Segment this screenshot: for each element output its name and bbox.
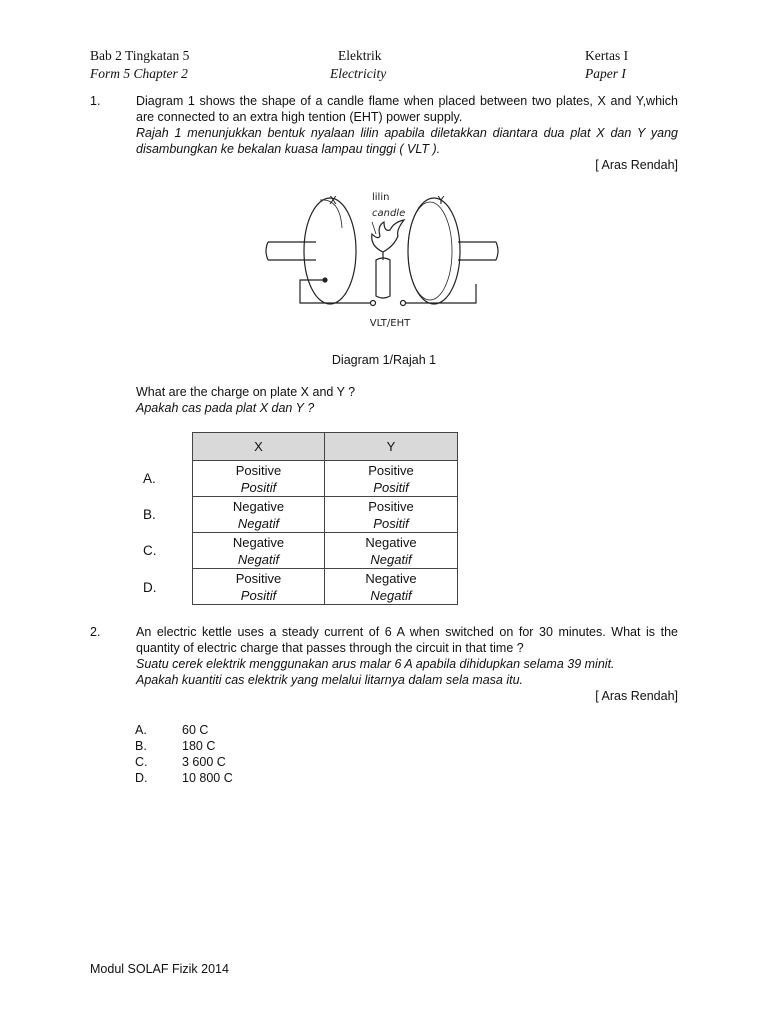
- question-1-number: 1.: [90, 94, 101, 108]
- option-label-d: D.: [143, 580, 157, 595]
- header-row-2: [90, 66, 635, 82]
- cell-text-ms: Negatif: [370, 587, 412, 603]
- question-1: [90, 93, 680, 183]
- cell-text-ms: Positif: [240, 587, 277, 603]
- question-1-text-ms: Rajah 1 menunjukkan bentuk nyalaan lilin apabila diletakkan diantara dua plat X dan Y yang disambungkan ke bekalan kuasa lampau tinggi ( VLT ).: [136, 126, 678, 156]
- table-cell-x: [193, 533, 325, 569]
- terminal-left: [371, 301, 376, 306]
- header-chapter-en: Form 5 Chapter 2: [90, 66, 188, 81]
- option-letter: C.: [135, 755, 148, 769]
- cell-text-ms: Positif: [240, 479, 277, 495]
- header-paper-ms: Kertas I: [585, 48, 629, 63]
- label-plate-x: X: [329, 194, 337, 207]
- cell-text-en: Negative: [365, 570, 417, 586]
- header-paper-en: Paper I: [585, 66, 626, 81]
- option-letter: D.: [135, 771, 148, 785]
- table-cell-y: [325, 497, 458, 533]
- question-2-level: [ Aras Rendah]: [595, 689, 678, 703]
- label-lilin: lilin: [372, 192, 390, 203]
- question-1-text-en: Diagram 1 shows the shape of a candle flame when placed between two plates, X and Y,which are connected to an extra high tention (EHT) power supply.: [136, 94, 678, 124]
- cell-text-ms: Positif: [373, 479, 409, 495]
- option-value: 10 800 C: [182, 771, 233, 785]
- answer-table-header-y: Y: [325, 433, 458, 461]
- cell-text-ms: Negatif: [237, 551, 280, 567]
- answer-table-header-x: X: [193, 433, 325, 461]
- table-row: [193, 569, 458, 605]
- option-letter: A.: [135, 723, 147, 737]
- question-1-prompt: [136, 384, 355, 416]
- footer-text: Modul SOLAF Fizik 2014: [90, 962, 229, 976]
- option-label-b: B.: [143, 507, 156, 522]
- cell-text-en: Positive: [235, 462, 282, 478]
- header-topic-en: Electricity: [330, 66, 387, 81]
- question-2-text-en: An electric kettle uses a steady current of 6 A when switched on for 30 minutes. What is the quantity of electric charge that passes through the circuit in that time ?: [136, 625, 678, 655]
- option-value: 180 C: [182, 739, 216, 753]
- header-chapter-ms: Bab 2 Tingkatan 5: [90, 48, 190, 63]
- answer-table: [192, 432, 458, 605]
- table-cell-y: [325, 461, 458, 497]
- plate-x: [304, 198, 356, 304]
- cell-text-ms: Positif: [373, 515, 409, 531]
- left-rod: [266, 242, 316, 260]
- table-cell-x: [193, 569, 325, 605]
- diagram-caption: Diagram 1/Rajah 1: [331, 353, 437, 367]
- option-value: 3 600 C: [182, 755, 226, 769]
- answer-table-header: [193, 433, 458, 461]
- table-cell-y: [325, 569, 458, 605]
- table-cell-x: [193, 497, 325, 533]
- terminal-right: [401, 301, 406, 306]
- cell-text-en: Positive: [235, 570, 282, 586]
- wire-left: [300, 280, 370, 303]
- cell-text-en: Positive: [368, 462, 414, 478]
- cell-text-en: Negative: [232, 498, 285, 514]
- option-label-c: C.: [143, 543, 157, 558]
- option-letter: B.: [135, 739, 147, 753]
- cell-text-ms: Negatif: [237, 515, 280, 531]
- right-rod: [458, 242, 498, 260]
- table-row: [193, 533, 458, 569]
- table-cell-x: [193, 461, 325, 497]
- cell-text-en: Negative: [365, 534, 417, 550]
- header-topic-ms: Elektrik: [338, 48, 382, 63]
- list-item: [135, 770, 233, 786]
- question-2-text-ms-2: Apakah kuantiti cas elektrik yang melalui litarnya dalam sela masa itu.: [136, 673, 523, 687]
- option-value: 60 C: [182, 723, 209, 737]
- label-candle: candle: [372, 208, 406, 219]
- table-cell-y: [325, 533, 458, 569]
- header-row-1: [90, 48, 635, 64]
- table-row: [193, 497, 458, 533]
- label-plate-y: Y: [437, 194, 445, 207]
- candle-flame-diagram: [258, 178, 508, 333]
- cell-text-en: Negative: [232, 534, 285, 550]
- question-2-text-ms-1: Suatu cerek elektrik menggunakan arus malar 6 A apabila dihidupkan selama 39 minit.: [136, 657, 615, 671]
- list-item: [135, 738, 215, 754]
- label-power-supply: VLT/EHT: [369, 318, 411, 329]
- question-2: [90, 624, 680, 710]
- list-item: [135, 754, 226, 770]
- question-2-number: 2.: [90, 625, 101, 639]
- list-item: [135, 722, 208, 738]
- candle: [376, 258, 390, 298]
- option-label-a: A.: [143, 471, 156, 486]
- table-row: [193, 461, 458, 497]
- cell-text-ms: Negatif: [370, 551, 412, 567]
- question-1-prompt-en: What are the charge on plate X and Y ?: [136, 385, 356, 399]
- question-1-level: [ Aras Rendah]: [595, 158, 678, 172]
- candle-flame: [372, 220, 404, 252]
- cell-text-en: Positive: [368, 498, 414, 514]
- question-1-prompt-ms: Apakah cas pada plat X dan Y ?: [136, 401, 315, 415]
